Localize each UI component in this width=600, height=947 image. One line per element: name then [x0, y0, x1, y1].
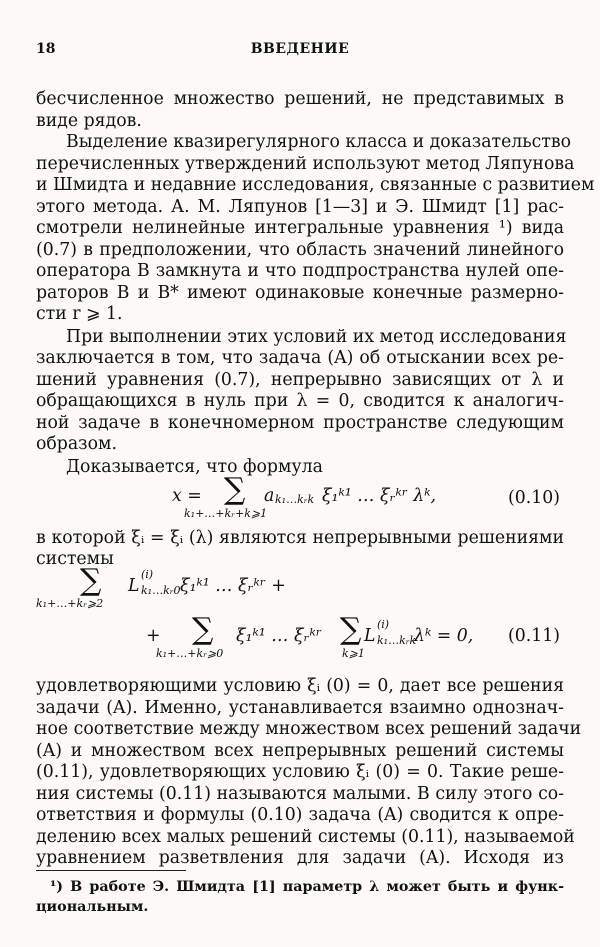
text-line: образом.	[36, 434, 117, 454]
summation-sign: ∑	[224, 472, 246, 507]
paragraph-start: Доказывается, что формула	[66, 457, 323, 477]
sum-limits: k₁+…+kᵣ⩾0	[156, 647, 224, 660]
text-line: (A) и множеством всех непрерывных решений системы	[36, 741, 564, 761]
text-line: ния системы (0.11) называются малыми. В силу этого со-	[36, 784, 564, 804]
eq-subscript: k₁…kᵣ0	[141, 584, 181, 597]
footnote-divider	[36, 870, 186, 871]
text-line: перечисленных утверждений используют метод Ляпунова	[36, 154, 575, 174]
text-line: сти r ⩾ 1.	[36, 304, 123, 324]
text-line: удовлетворяющими условию ξᵢ (0) = 0, дает все решения	[36, 676, 564, 696]
running-title: ВВЕДЕНИЕ	[250, 41, 350, 57]
text-line: оператора B замкнута и что подпространства нулей опе-	[36, 261, 564, 281]
text-line: виде рядов.	[36, 111, 142, 131]
eq-product: λᵏ = 0,	[414, 626, 474, 646]
eq-product: ξ₁ᵏ¹ … ξᵣᵏʳ +	[180, 576, 286, 596]
summation-sign: ∑	[340, 612, 362, 647]
text-line: бесчисленное множество решений, не представимых в	[36, 89, 564, 109]
eq-operator-L: L	[128, 576, 140, 596]
text-line: в которой ξᵢ = ξᵢ (λ) являются непрерывными решениями	[36, 528, 564, 548]
eq-operator-L: L	[364, 626, 376, 646]
equation-number: (0.10)	[508, 488, 560, 508]
eq-lhs: x =	[172, 486, 202, 506]
text-line: заключается в том, что задача (A) об отыскании всех ре-	[36, 348, 564, 368]
eq-plus: +	[146, 626, 161, 646]
text-line: раторов B и B* имеют одинаковые конечные размерно-	[36, 283, 564, 303]
text-line: ответствия и формулы (0.10) задача (A) сводится к опре-	[36, 805, 564, 825]
text-line: обращающихся в нуль при λ = 0, сводится к аналогич-	[36, 391, 564, 411]
text-line: ной задаче в конечномерном пространстве следующим	[36, 413, 564, 433]
summation-sign: ∑	[80, 563, 102, 598]
eq-subscript: k₁…kᵣk	[377, 634, 417, 647]
eq-product: ξ₁ᵏ¹ … ξᵣᵏʳ	[236, 626, 322, 646]
footnote-text: ¹) В работе Э. Шмидта [1] параметр λ может быть и функ-	[50, 879, 564, 895]
equation-number: (0.11)	[508, 626, 560, 646]
eq-superscript: (i)	[377, 618, 390, 631]
text-line: делению всех малых решений системы (0.11), называемой	[36, 827, 575, 847]
eq-superscript: (i)	[141, 568, 154, 581]
eq-product: ξ₁ᵏ¹ … ξᵣᵏʳ λᵏ,	[322, 486, 437, 506]
text-line: уравнением разветвления для задачи (A). Исходя из	[36, 848, 564, 868]
text-line: смотрели нелинейные интегральные уравнения ¹) вида	[36, 218, 564, 238]
text-line: и Шмидта и недавние исследования, связанные с развитием	[36, 175, 595, 195]
paragraph-start: Выделение квазирегулярного класса и доказательство	[66, 132, 572, 152]
text-line: системы	[36, 549, 114, 569]
sum-limits: k₁+…+kᵣ+k⩾1	[184, 507, 268, 520]
eq-coefficient: a	[264, 486, 275, 506]
summation-sign: ∑	[192, 612, 214, 647]
text-line: этого метода. А. М. Ляпунов [1—3] и Э. Шмидт [1] рас-	[36, 197, 564, 217]
sum-limits: k₁+…+kᵣ⩾2	[36, 597, 104, 610]
footnote-text: циональным.	[36, 899, 149, 915]
sum-limits: k⩾1	[342, 647, 365, 660]
paragraph-start: При выполнении этих условий их метод исследования	[66, 327, 567, 347]
text-line: ное соответствие между множеством всех решений задачи	[36, 719, 582, 739]
page-number: 18	[36, 41, 56, 57]
text-line: (0.11), удовлетворяющих условию ξᵢ (0) = 0. Такие реше-	[36, 762, 564, 782]
text-line: шений уравнения (0.7), непрерывно зависящих от λ и	[36, 370, 564, 390]
text-line: (0.7) в предположении, что область значений линейного	[36, 240, 564, 260]
text-line: задачи (A). Именно, устанавливается взаимно однознач-	[36, 698, 564, 718]
eq-coefficient-subscript: k₁…kᵣk	[275, 493, 315, 506]
